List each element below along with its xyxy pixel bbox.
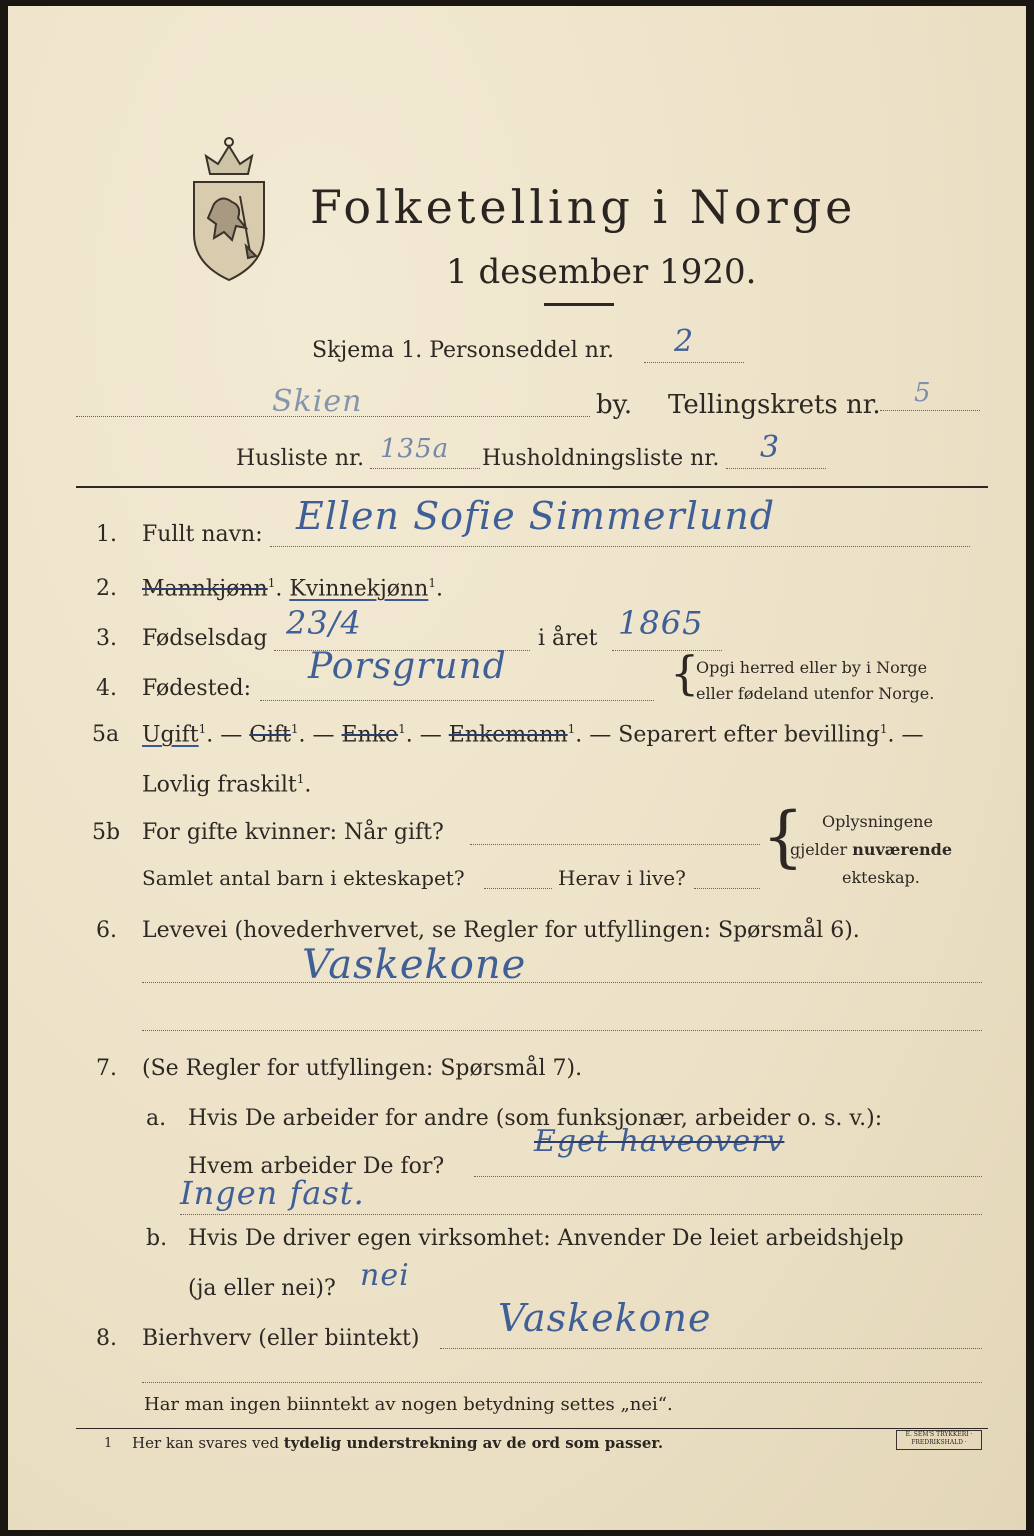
marital-separert: Separert efter bevilling: [618, 722, 880, 748]
footer-note: Har man ingen biinntekt av nogen betydning settes „nei“.: [144, 1394, 673, 1415]
q2-number: 2.: [96, 576, 117, 601]
marital-gift: Gift: [249, 722, 291, 748]
form-title: Folketelling i Norge: [310, 180, 857, 234]
q7-label: (Se Regler for utfyllingen: Spørsmål 7).: [142, 1056, 583, 1081]
q5b-label-3: Herav i live?: [558, 866, 686, 890]
q7b-number: b.: [146, 1226, 168, 1251]
q5b-number: 5b: [92, 820, 121, 845]
q7b-text: Hvis De driver egen virksomhet: Anvender De leiet arbeidshjelp: [188, 1226, 904, 1251]
q1-number: 1.: [96, 522, 117, 547]
skjema-label: Skjema 1. Personseddel nr.: [312, 338, 615, 363]
birthdate-value: 23/4: [286, 604, 362, 642]
q5b-note-3: ekteskap.: [842, 868, 920, 887]
q8-number: 8.: [96, 1326, 117, 1351]
q8-label: Bierhverv (eller biintekt): [142, 1326, 420, 1351]
q4-label: Fødested:: [142, 676, 252, 701]
q7b-question: (ja eller nei)?: [188, 1276, 336, 1301]
printer-stamp: E. SEM'S TRYKKERI · FREDRIKSHALD ·: [896, 1430, 982, 1450]
marital-fraskilt: Lovlig fraskilt: [142, 772, 297, 798]
by-value: Skien: [272, 384, 363, 419]
q6-label: Levevei (hovederhvervet, se Regler for utfyllingen: Spørsmål 6).: [142, 918, 860, 943]
footnote: Her kan svares ved tydelig understrekning av de ord som passer.: [132, 1434, 664, 1452]
marital-fraskilt-line: Lovlig fraskilt$^1$.: [142, 772, 312, 798]
q7a-text: Hvis De arbeider for andre (som funksjonær, arbeider o. s. v.):: [188, 1106, 883, 1131]
employer-value-2: Ingen fast.: [180, 1174, 365, 1212]
sex-male: Mannkjønn: [142, 576, 268, 602]
employer-value: Eget haveoverv: [534, 1124, 785, 1159]
header-rule: [76, 486, 988, 488]
q5b-label-2: Samlet antal barn i ekteskapet?: [142, 866, 465, 890]
marital-options: Ugift$^1$. — Gift$^1$. — Enke$^1$. — Enkemann$^1$. — Separert efter bevilling$^1$. —: [142, 722, 924, 748]
husliste-label: Husliste nr.: [236, 446, 365, 471]
husholdning-label: Husholdningsliste nr.: [482, 446, 720, 471]
q7a-number: a.: [146, 1106, 167, 1131]
q7-number: 7.: [96, 1056, 117, 1081]
q6-number: 6.: [96, 918, 117, 943]
by-label: by.: [596, 390, 633, 420]
birth-year-value: 1865: [618, 604, 704, 642]
marital-ugift: Ugift: [142, 722, 199, 748]
q3-label: Fødselsdag: [142, 626, 268, 651]
husliste-value: 135a: [380, 434, 450, 464]
q4-note-1: Opgi herred eller by i Norge: [696, 658, 928, 677]
side-income-value: Vaskekone: [498, 1296, 712, 1340]
hired-help-value: nei: [360, 1258, 410, 1293]
husholdning-value: 3: [760, 430, 781, 465]
q5a-number: 5a: [92, 722, 120, 747]
q5b-note-2: gjelder nuværende: [790, 840, 953, 859]
personseddel-nr-value: 2: [674, 324, 695, 359]
q7a-question: Hvem arbeider De for?: [188, 1154, 445, 1179]
q5b-label-1: For gifte kvinner: Når gift?: [142, 820, 444, 845]
sex-female: Kvinnekjønn: [289, 576, 429, 602]
census-form: Folketelling i Norge 1 desember 1920. Skjema 1. Personseddel nr. 2 Skien by. Tellingskrets nr. 5 Husliste nr. 135a Husholdningsliste nr. 3 1. Fullt navn: Ellen Sofie Simmerlund 2. Mannkjønn$^1$. Kvinnekjønn$^1$. 3. Fødselsdag 23/4 i året 1865 4. Fødested: Porsgrund { Opgi herred eller by i Norge eller fødeland utenfor Norge. 5a Ugift$^1$. — Gift$^1$. — Enke$^1$. — Enkemann$^1$. — Separert efter bevilling$^1$. — Lovlig fraskilt$^1$. 5b For gifte kvinner: Når gift? Samlet antal barn i ekteskapet? Herav i live? { Oplysningene gjelder nuværende ekteskap. 6. Levevei (hovederhvervet, se Regler for utfyllingen: Spørsmål 6). Vaskekone 7. (Se Regler for utfyllingen: Spørsmål 7). a. Hvis De arbeider for andre (som funksjonær, arbeider o. s. v.): Hvem arbeider De for? Eget haveoverv Ingen fast. b. Hvis De driver egen virksomhet: Anvender De leiet arbeidshjelp (ja eller nei)? nei 8. Bierhverv (eller biintekt) Vaskekone Har man ingen biinntekt av nogen betydning settes „nei“. 1 Her kan svares ved tydelig understrekning av de ord som passer. E. SEM'S TRYKKERI · FREDRIKSHALD ·: [8, 6, 1026, 1530]
footer-rule: [76, 1428, 988, 1429]
footnote-mark: 1: [104, 1436, 113, 1451]
q5b-note-1: Oplysningene: [822, 812, 933, 831]
census-date: 1 desember 1920.: [446, 252, 757, 292]
coat-of-arms-icon: [180, 134, 278, 284]
tellingskrets-value: 5: [914, 378, 932, 408]
title-divider: [544, 303, 614, 306]
occupation-value: Vaskekone: [302, 942, 527, 988]
birthplace-value: Porsgrund: [308, 646, 507, 687]
q4-number: 4.: [96, 676, 117, 701]
marital-enke: Enke: [341, 722, 399, 748]
q3-year-label: i året: [538, 626, 598, 651]
full-name-value: Ellen Sofie Simmerlund: [296, 494, 776, 538]
q3-number: 3.: [96, 626, 117, 651]
tellingskrets-label: Tellingskrets nr.: [668, 390, 881, 420]
marital-enkemann: Enkemann: [448, 722, 568, 748]
sex-options: Mannkjønn$^1$. Kvinnekjønn$^1$.: [142, 576, 443, 602]
q4-note-2: eller fødeland utenfor Norge.: [696, 684, 935, 703]
q1-label: Fullt navn:: [142, 522, 263, 547]
